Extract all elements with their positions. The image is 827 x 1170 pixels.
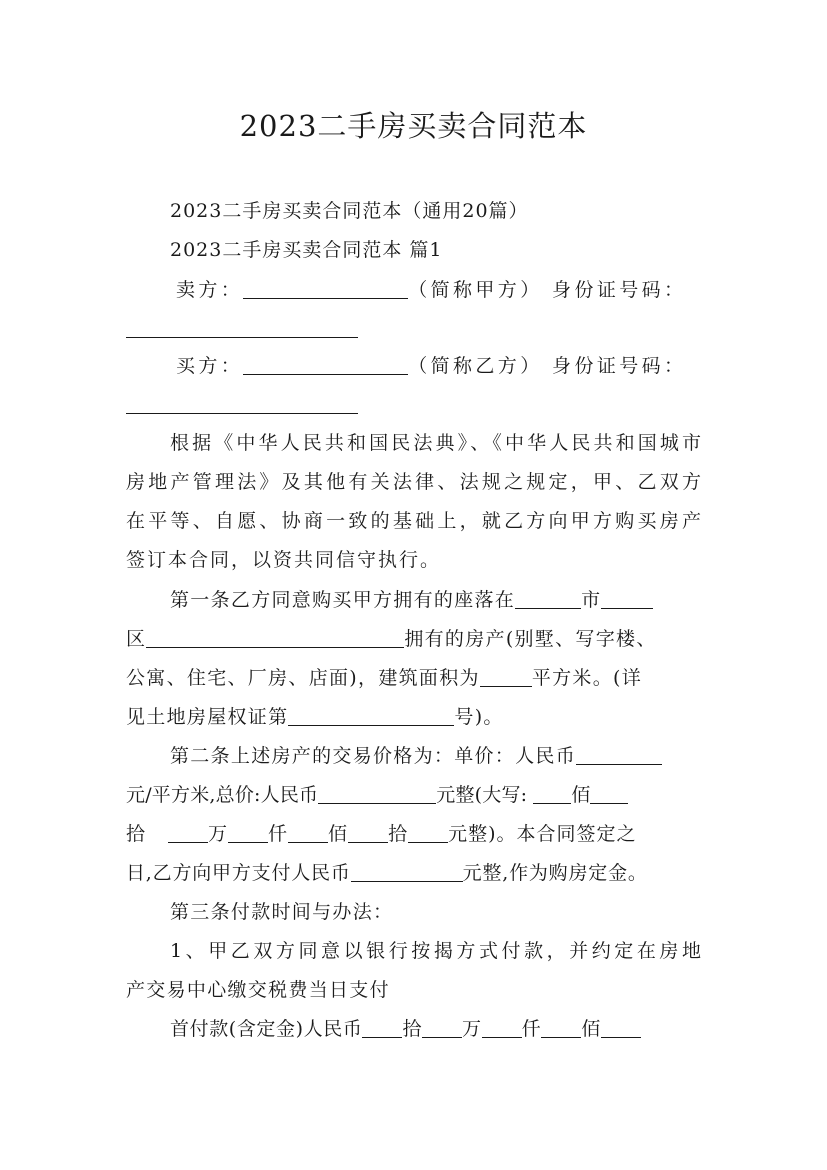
ten-blank[interactable]	[348, 824, 388, 843]
deposit-text: 日,乙方向甲方支付人民币	[126, 862, 351, 884]
buyer-suffix: （简称乙方） 身份证号码：	[408, 355, 687, 377]
thousand-blank[interactable]	[228, 824, 268, 843]
total-price-blank[interactable]	[318, 785, 436, 804]
article-2-line	[126, 860, 706, 886]
total-price-text: 元/平方米,总价:人民币	[126, 784, 319, 806]
area-unit: 平方米。(详	[531, 667, 643, 689]
seller-id-blank[interactable]	[126, 319, 358, 338]
paragraph-line: 根据《中华人民共和国民法典》、《中华人民共和国城市	[170, 432, 702, 454]
article-3-heading: 第三条付款时间与办法：	[170, 901, 394, 923]
deposit-blank[interactable]	[351, 863, 463, 882]
dp-ten-label: 拾	[402, 1018, 423, 1040]
thousand-label: 仟	[268, 823, 289, 845]
down-payment-text: 首付款(含定金)人民币	[170, 1018, 363, 1040]
article-3-line: 1、甲乙双方同意以银行按揭方式付款，并约定在房地	[170, 940, 702, 962]
article-2-line	[126, 782, 706, 808]
article-1-line	[170, 587, 750, 613]
district-blank-start[interactable]	[601, 590, 653, 609]
certificate-blank[interactable]	[288, 707, 454, 726]
ten-thousand-label: 万	[208, 823, 229, 845]
article-2-line	[170, 743, 750, 769]
subtitle-line: 2023二手房买卖合同范本（通用20篇）	[170, 200, 529, 222]
city-blank[interactable]	[515, 590, 581, 609]
ten-thousand-blank[interactable]	[168, 824, 208, 843]
dp-thousand-blank[interactable]	[482, 1019, 522, 1038]
seller-label: 卖方：	[176, 279, 244, 301]
hundred-blank[interactable]	[533, 785, 571, 804]
ten-label: 拾	[126, 823, 147, 845]
city-label: 市	[581, 589, 602, 611]
article-1-line	[126, 626, 706, 652]
certificate-suffix: 号)。	[454, 706, 504, 728]
article-1-text: 第一条乙方同意购买甲方拥有的座落在	[170, 589, 516, 611]
area-blank[interactable]	[480, 668, 532, 687]
seller-line	[176, 277, 756, 303]
buyer-name-blank[interactable]	[243, 356, 408, 375]
ten-blank-start[interactable]	[590, 785, 628, 804]
uppercase-text: 元整(大写:	[436, 784, 528, 806]
document-title: 2023二手房买卖合同范本	[239, 109, 588, 143]
seller-suffix: （简称甲方） 身份证号码：	[408, 279, 687, 301]
dp-hundred-blank[interactable]	[541, 1019, 581, 1038]
down-payment-line	[170, 1016, 750, 1042]
hundred-label: 佰	[571, 784, 591, 806]
paragraph-line: 签订本合同，以资共同信守执行。	[126, 549, 442, 571]
dp-thousand-label: 仟	[521, 1018, 542, 1040]
district-label: 区	[126, 628, 147, 650]
property-type-text: 拥有的房产(别墅、写字楼、	[404, 628, 657, 650]
paragraph-line: 在平等、自愿、协商一致的基础上，就乙方向甲方购买房产	[126, 510, 702, 532]
article-1-line	[126, 704, 706, 730]
dp-ten-blank[interactable]	[362, 1019, 402, 1038]
ten-label-2: 拾	[388, 823, 409, 845]
buyer-id-blank[interactable]	[126, 395, 358, 414]
article-3-line: 产交易中心缴交税费当日支付	[126, 979, 390, 1001]
hundred-blank-2[interactable]	[288, 824, 328, 843]
seller-id-blank-line	[126, 316, 706, 342]
certificate-text: 见土地房屋权证第	[126, 706, 289, 728]
district-blank[interactable]	[146, 629, 404, 648]
buyer-line	[176, 353, 756, 379]
dp-ten-thousand-blank[interactable]	[422, 1019, 462, 1038]
dp-ten-thousand-label: 万	[462, 1018, 482, 1040]
unit-price-blank[interactable]	[576, 746, 662, 765]
article-1-line	[126, 665, 706, 691]
unit-price-text: 第二条上述房产的交易价格为：单价：人民币	[170, 745, 577, 767]
article-2-line	[126, 821, 706, 847]
dp-ten-blank-2[interactable]	[601, 1019, 641, 1038]
yuan-blank[interactable]	[408, 824, 448, 843]
contract-sign-text: 元整)。本合同签定之	[448, 823, 637, 845]
buyer-id-blank-line	[126, 392, 706, 418]
buyer-label: 买方：	[176, 355, 244, 377]
seller-name-blank[interactable]	[243, 280, 408, 299]
area-text: 公寓、住宅、厂房、店面)，建筑面积为	[126, 667, 480, 689]
deposit-suffix: 元整,作为购房定金。	[462, 862, 648, 884]
section-heading: 2023二手房买卖合同范本 篇1	[170, 239, 443, 261]
hundred-label-2: 佰	[328, 823, 349, 845]
dp-hundred-label: 佰	[581, 1018, 601, 1040]
paragraph-line: 房地产管理法》及其他有关法律、法规之规定，甲、乙双方	[126, 471, 702, 493]
